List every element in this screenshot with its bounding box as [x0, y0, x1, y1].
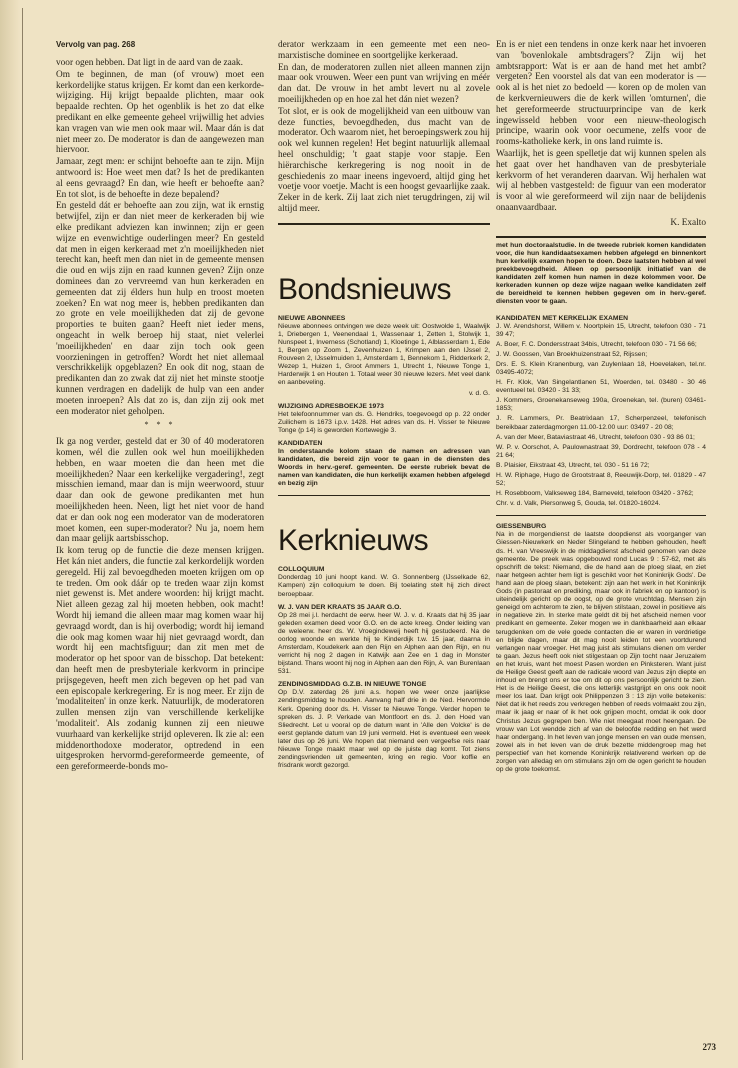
column-2: [278, 40, 490, 772]
c1-paragraph: voor ogen hebben. Dat ligt in de aard van de zaak.: [56, 58, 243, 68]
section-rule: [496, 236, 706, 238]
zending-heading: ZENDINGSMIDDAG G.Z.B. IN NIEUWE TONGE: [278, 681, 427, 689]
c1-paragraph: Jamaar, zegt men: er schijnt behoefte aan te zijn. Mijn antwoord is: Hoe weet men dat? Is het de predikanten al eens gevraagd? En dan, wie heeft er behoefte aan? En tot slot, is de behoefte in deze bepalend?: [56, 157, 264, 200]
list-item: B. Plaisier, Eikstraat 43, Utrecht, tel. 030 - 51 16 72;: [496, 461, 650, 469]
bondsnieuws-title: Bondsnieuws: [278, 272, 451, 306]
c3-paragraph: Waarlijk, het is geen spelletje dat wij kunnen spelen als het gaat over het handhaven van de presbyteriale kerkvorm of het veranderen daarvan. Wij herhalen wat wij al hebben vastgesteld: de figuur van een moderator is voor al wie gereformeerd wil zijn naar de belijdenis onaanvaardbaar.: [496, 148, 706, 213]
adres-text: Het telefoonnummer van ds. G. Hendriks, toegevoegd op p. 22 onder Zuilichem is 1673 i.p.v. 1428. Het adres van ds. H. Visser te Nieuwe Tonge (p 14) is geworden Kortewegje 3.: [278, 410, 490, 434]
giessenburg-text: Na in de morgendienst de laatste doopdienst als voorganger van Giessen-Nieuwkerk en Neder Slingeland te hebben gehouden, heeft ds. H. van Vreeswijk in de middagdienst afscheid genomen van deze gemeente. De preek was opgebouwd rond Lucas 9 : 57-62, met als opschrift de tekst: Niemand, die de hand aan de ploeg slaat, en ziet naar hetgeen achter hem ligt is geschikt voor het Koninkrijk Gods'. De hand aan de ploeg slaan, betekent: zijn aan het werk in het Koninkrijk Gods (in pastoraat en prediking, maar ook in fabriek en op kantoor) is uiteindelijk gericht op de oogst, op de grote vruchtdag. Mensen zijn geneigd om achterom te zien, te blijven stilstaan, zowel in positieve als in negatieve zin. In sterke mate geldt dit bij het afscheid nemen voor predikant en gemeente. Zeker mogen we in dankbaarheid aan elkaar terugdenken om de vele goede contacten die er waren in verdrietige en blijde dagen, maar dit mag nooit leiden tot een voortdurend verlangen naar vroeger. Het mag juist als stimulans dienen om verder te gaan. Jezus heeft ook niet stilgestaan op Zijn tocht naar Jeruzalem en het kruis, want het moest Pasen worden en Pinksteren. Want juist de Heilige Geest geeft aan de radicale woord van Jezus zijn diepte en inhoud en brengt ons er toe om dit op ons persoonlijk gericht te zien. Het is de Heilige Geest, die ons letterlijk vastgrijpt en ons ook nooit meer los laat. Dan krijgt ook Philippenzen 3 : 13 zijn volle betekenis: Niet dat ik het reeds zou verkregen hebben of reeds volmaakt zou zijn, maar ik jaag er naar of ik het ook grijpen mocht, omdat ik ook door Christus Jezus gegrepen ben. Wie niet meegaat moet heengaan. De vrouw van Lot wendde zich af van de beloofde redding en het werd haar ondergang. In het leven van jonge mensen en van oude mensen, zowel als in het leven van de druk bezette middengroep mag het perspectief van het komende Koninkrijk relativerend werken op de zorgen van alledag en om stimulans zijn om de ogen gericht te houden op de grote toekomst.: [496, 531, 706, 774]
list-item: J. R. Lammers, Pr. Beatrixlaan 17, Scherpenzeel, telefonisch bereikbaar zaterdagmorgen 11.00-12.00 uur: 03497 - 20 08;: [496, 415, 706, 431]
kandidaten-text: In onderstaande kolom staan de namen en adressen van kandidaten, die bereid zijn voor te gaan in de diensten des Woords in herv.-geref. gemeenten. De eerste rubriek bevat de namen van kandidaten, die hun kerkelijk examen hebben afgelegd en bezig zijn: [278, 447, 490, 488]
abonnees-signature: v. d. G.: [468, 389, 490, 397]
c1-paragraph: Ik ga nog verder, gesteld dat er 30 of 40 moderatoren komen, wél die zullen ook wel hun moeilijkheden hebben, en waar moeten die dan heen met die moeilijkheden? Naar een kerkelijke vergadering!, zegt misschien iemand, maar dan is mijn weerwoord, stuur daar dan ook de gewone predikanten met hun moeilijkheden heen. Neen, ligt het niet voor de hand dat er dan ook nog een moderator van de moderatoren moet komen, een super-moderator? Nu ja, noem hem dan maar gelijk aartsbisschop.: [56, 437, 264, 545]
abonnees-text: Nieuwe abonnees ontvingen we deze week uit: Oostwolde 1, Waalwijk 1, Driebergen 1, Veenendaal 1, Wassenaar 1, Zetten 1, Stolwijk 1, Nunspeet 1, Inverness (Schotland) 1, Kloetinge 1, Alblasserdam 1, Ede 1, Bergen op Zoom 1, Zevenhuizen 1, Krimpen aan den IJssel 2, Rouveen 2, IJsselmuiden 1, Amsterdam 1, Bennekom 1, Ridderkerk 2, Wezep 1, Huizen 1, Groot Ammers 1, Utrecht 1, Nieuwe Tonge 1, Harderwijk 1 en Houten 1. Totaal weer 30 nieuwe lezers. Met veel dank en aanbeveling.: [278, 322, 490, 387]
section-rule: [278, 223, 490, 225]
section-rule: [278, 495, 490, 496]
kandidaten-intro: met hun doctoraalstudie. In de tweede rubriek komen kandidaten voor, die hun kandidaatsexamen hebben afgelegd en binnenkort hun kerkelijk examen hopen te doen. Deze laatsten hebben al wel preekbevoegdheid. Alleen op persoonlijk initiatief van de kandidaten zelf komen hun namen in deze kolommen voor. De kerkeraden kunnen op deze wijze nagaan welke kandidaten zelf de bereidheid te kennen hebben gegeven om in herv.-geref. diensten voor te gaan.: [496, 241, 706, 306]
colloquium-text: Donderdag 10 juni hoopt kand. W. G. Sonnenberg (IJsselkade 62, Kampen) zijn colloquium te doen. Bij toelating stelt hij zich direct beroepbaar.: [278, 574, 490, 598]
kerknieuws-section: [278, 524, 490, 770]
examen-list: [496, 323, 706, 509]
c1-paragraph: Ik kom terug op de functie die deze mensen krijgen. Het kán niet anders, die functie zal kerkordelijk worden geregeld. Hij zal bevoegdheden moeten krijgen om op te treden. Om ook dáár op te treden waar zijn komst niet gewenst is. Met andere woorden: hij krijgt macht. Niet alleen gezag zal hij moeten hebben, ook macht! Wordt hij iemand die alleen maar mag komen waar hij gevraagd wordt, dan is hij overbodig; wordt hij iemand die ook mag komen waar hij niet gevraagd wordt, dan wordt hij een machtsfiguur; dan zit men met de moderator op het spoor van de bisschop. Dat betekent: dan heeft men de presbyteriale kerkvorm in principe prijsgegeven, heeft men zich begeven op het pad van een episcopale kerkregering. Er is nog meer. Er zijn de 'modaliteiten' in onze kerk. Natuurlijk, de moderatoren zullen mensen zijn van verschillende kerkelijke 'modaliteit'. Als zodanig kunnen zij een nieuwe vuurhaard van kerkelijke strijd opleveren. Ik zie al: een middenorthodoxe moderator, optredend in een uitgesproken hervormd-gereformeerde gemeente, of een gereformeerde-bonds mo-: [56, 546, 264, 773]
list-item: Chr. v. d. Valk, Piersonweg 5, Gouda, tel. 01820-16024.: [496, 500, 661, 508]
giessenburg-heading: GIESSENBURG: [496, 523, 547, 531]
adres-heading: WIJZIGING ADRESBOEKJE 1973: [278, 402, 384, 410]
section-rule: [496, 515, 706, 516]
c2-paragraph: Tot slot, er is ook de mogelijkheid van een uitbouw van deze functies, bevoegdheden, dus macht van de moderator. Och waarom niet, het beroepingswerk zou hij ook wel kunnen regelen! Het begint natuurlijk allemaal heel onschuldig; 't gaat stapje voor stapje. Een hiërarchische kerkregering is nog nooit in de geschiedenis zo maar ineens ingevoerd, altijd ging het voetje voor voetje. Macht is een hoogst gevaarlijke zaak. Zeker in de kerk. Zij laat zich niet terugdringen, zij wil altijd meer.: [278, 106, 490, 214]
zending-text: Op D.V. zaterdag 26 juni a.s. hopen we weer onze jaarlijkse zendingsmiddag te houden. Aanvang half drie in de Ned. Hervormde Kerk. Opening door ds. H. Visser te Nieuwe Tonge. Verder hopen te spreken ds. J. P. Verkade van Montfoort en ds. J. den Hoed van Sliedrecht. Let u vooral op de datum want in 'Alle den Volcke' is de eerst geplande datum van 19 juni vermeld. Het is eventueel een week later dus op 26 juni. We hopen dat niemand een vergeefse reis naar Nieuwe Tonge maakt maar wel op de juiste dag komt. Tot ziens zendingsvrienden uit gemeenten, kring en regio. Voor koffie en frisdrank wordt gezorgd.: [278, 689, 490, 770]
column-3: [496, 40, 706, 776]
list-item: H. W. Riphage, Hugo de Grootstraat 8, Reeuwijk-Dorp, tel. 01829 - 47 52;: [496, 472, 706, 488]
list-item: W. P. v. Oorschot, A. Paulownastraat 39, Dordrecht, telefoon 078 - 4 21 64;: [496, 443, 706, 459]
binding-gutter: [0, 0, 20, 1068]
kerknieuws-title: Kerknieuws: [278, 524, 429, 558]
kandidaten-heading: KANDIDATEN: [278, 439, 323, 447]
list-item: Drs. E. S. Klein Kranenburg, van Zuylenlaan 18, Hoevelaken, tel.nr. 03495-4072;: [496, 360, 706, 376]
list-item: H. Rosebboom, Valkseweg 184, Barneveld, telefoon 03420 - 3762;: [496, 490, 694, 498]
column-1: [56, 58, 264, 774]
page: [38, 40, 728, 1060]
list-item: A. Boer, F. C. Dondersstraat 34bis, Utrecht, telefoon 030 - 71 56 66;: [496, 340, 697, 348]
abonnees-heading: NIEUWE ABONNEES: [278, 314, 346, 322]
list-item: A. van der Meer, Bataviastraat 46, Utrecht, telefoon 030 - 93 86 01;: [496, 433, 695, 441]
c3-paragraph: En is er niet een tendens in onze kerk naar het invoeren van 'bovenlokale ambtsdragers'? Zijn wij het ambtsrapport: Wat is er aan de hand met het ambt? vergeten? Een voorstel als dat van een moderator is — ook al is het niet zo bedoeld — koren op de molen van de kerkvernieuwers die de kerk willen 'omturnen', die het gereformeerde structuurprincipe van de kerk ingewisseld hebben voor een nieuw-theologisch principe, waarin ook voor oecumene, zelfs voor de rooms-katholieke kerk, in ons land ruimte is.: [496, 40, 706, 148]
page-number: 273: [702, 1042, 716, 1052]
kraats-text: Op 28 mei j.l. herdacht de eerw. heer W. J. v. d. Kraats dat hij 35 jaar geleden examen deed voor G.O. en de acte kreeg. Onder leiding van de weleerw. heer ds. W. Vroegindeweij heeft hij gestudeerd. Na de oorlog woonde en werkte hij te Kinderdijk t.w. 15 jaar, daarna in Amsterdam, Koudekerk aan den Rijn en Alphen aan den Rijn, en nu verricht hij nog 2 dagen in Katwijk aan Zee en 1 dag in Monster bijstand. Thans woont hij nog in Alphen aan den Rijn, A. van Burenlaan 531.: [278, 611, 490, 676]
c2-paragraph: derator werkzaam in een gemeente met een neo-marxistische dominee en soortgelijke kerkeraad.: [278, 40, 490, 61]
c1-paragraph: Om te beginnen, de man (of vrouw) moet een kerkordelijke status krijgen. Er komt dan een kerkorde-wijziging. Hij krijgt bepaalde plichten, maar ook bepaalde rechten. Op het ogenblik is het zo dat elke predikant en elke gemeente geheel vrijwillig het advies kan vragen van wie men ook maar wil. Maar dán is dat niet meer zo. De moderator is dan de aangewezen man hiervoor.: [56, 69, 264, 156]
gutter-rule: [22, 8, 23, 1060]
c1-paragraph: En gesteld dát er behoefte aan zou zijn, wat ik ernstig betwijfel, zijn er dan niet meer de kerkeraden bij wie elke predikant adviezen kan inwinnen; zijn er geen wijze en evenwichtige ouderlingen meer? En gesteld dat men in eigen kerkeraad met z'n moeilijkheden niet terecht kan, heeft men dan niet in de gemeente mensen die oud en wijs zijn en raad kunnen geven? Zijn onze dominees dan zo vervreemd van hun kerkeraden en gemeenten dat zij élders hun hulp en troost moeten zoeken? En wat nog meer is, hebben predikanten dan zo grote en vele moeilijkheden dat zij de gevone proporties te buiten gaan? Heeft niet ieder mens, ongeacht in welk beroep hij staat, niet velerlei 'moeilijkheden' en daar zijn toch ook geen voorzieningen in getroffen? Wordt het niet allemaal verschrikkelijk opgeblazen? En ook dit nog, staan de predikanten dan zo zwak dat zij niet het minste stootje kunnen verdragen en dadelijk de hulp van een ander moeten inroepen? Als dat zo is, dan zijn zij ook met een moderator niet geholpen.: [56, 201, 264, 417]
examen-heading: KANDIDATEN MET KERKELIJK EXAMEN: [496, 314, 629, 322]
section-divider-stars: * * *: [144, 420, 176, 430]
list-item: J. Kommers, Groenekanseweg 190a, Groenekan, tel. (buren) 03461-1853;: [496, 397, 706, 413]
kraats-heading: W. J. VAN DER KRAATS 35 JAAR G.O.: [278, 603, 402, 611]
colloquium-heading: COLLOQUIUM: [278, 566, 325, 574]
list-item: J. W. Arendshorst, Willem v. Noortplein 15, Utrecht, telefoon 030 - 71 39 47;: [496, 322, 706, 338]
running-head: Vervolg van pag. 268: [56, 40, 136, 49]
bondsnieuws-section: [278, 273, 490, 489]
author-signature: K. Exalto: [670, 217, 706, 228]
c2-paragraph: En dan, de moderatoren zullen niet alleen mannen zijn maar ook vrouwen. Weer een punt van wrijving en méér dan dat. De vrouw in het ambt levert nu al zovele moeilijkheden op en hoe zal het dán niet wezen?: [278, 62, 490, 105]
list-item: H. Fr. Klok, Van Singelantlanen 51, Woerden, tel. 03480 - 30 46 eventueel tel. 03420 - 31 33;: [496, 379, 706, 395]
list-item: J. W. Goossen, Van Broekhuizenstraat 52, Rijssen;: [496, 350, 648, 358]
